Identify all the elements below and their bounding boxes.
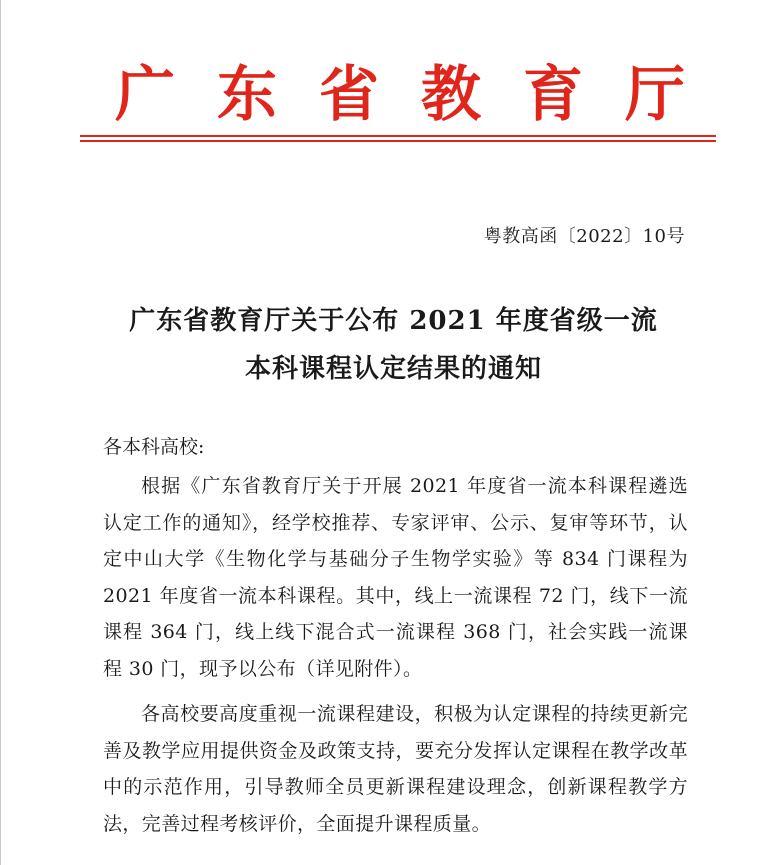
letterhead-title [115, 62, 685, 128]
letterhead-rule-secondary [80, 140, 716, 142]
notice-title-line-2: 本科课程认定结果的通知 [244, 354, 542, 384]
letterhead-char: 厅 [625, 60, 685, 130]
salutation: 各本科高校: [103, 436, 205, 458]
letterhead-char: 广 [115, 60, 175, 130]
notice-title-line-1: 广东省教育厅关于公布 2021 年度省级一流 [129, 306, 658, 336]
page-edge [0, 0, 1, 865]
letterhead-char: 育 [523, 60, 583, 130]
body-paragraph: 各高校要高度重视一流课程建设，积极为认定课程的持续更新完善及教学应用提供资金及政策支持，要充分发挥认定课程在教学改革中的示范作用，引导教师全员更新课程建设理念，创新课程教学方法，完善过程考核评价，全面提升课程质量。 [103, 703, 688, 835]
letterhead-rule [80, 135, 716, 137]
letterhead-char: 东 [217, 60, 277, 130]
letterhead-char: 省 [319, 60, 379, 130]
body-paragraph: 根据《广东省教育厅关于开展 2021 年度省一流本科课程遴选认定工作的通知》，经学校推荐、专家评审、公示、复审等环节，认定中山大学《生物化学与基础分子生物学实验》等 834 门课程为 2021 年度省一流本科课程。其中，线上一流课程 72 门，线下一流课程 364 门，线上线下混合式一流课程 368 门，社会实践一流课程 30 门，现予以公布（详见附件）。 [103, 475, 688, 680]
document-number: 粤教高函〔2022〕10号 [483, 226, 685, 247]
letterhead-char: 教 [421, 60, 481, 130]
